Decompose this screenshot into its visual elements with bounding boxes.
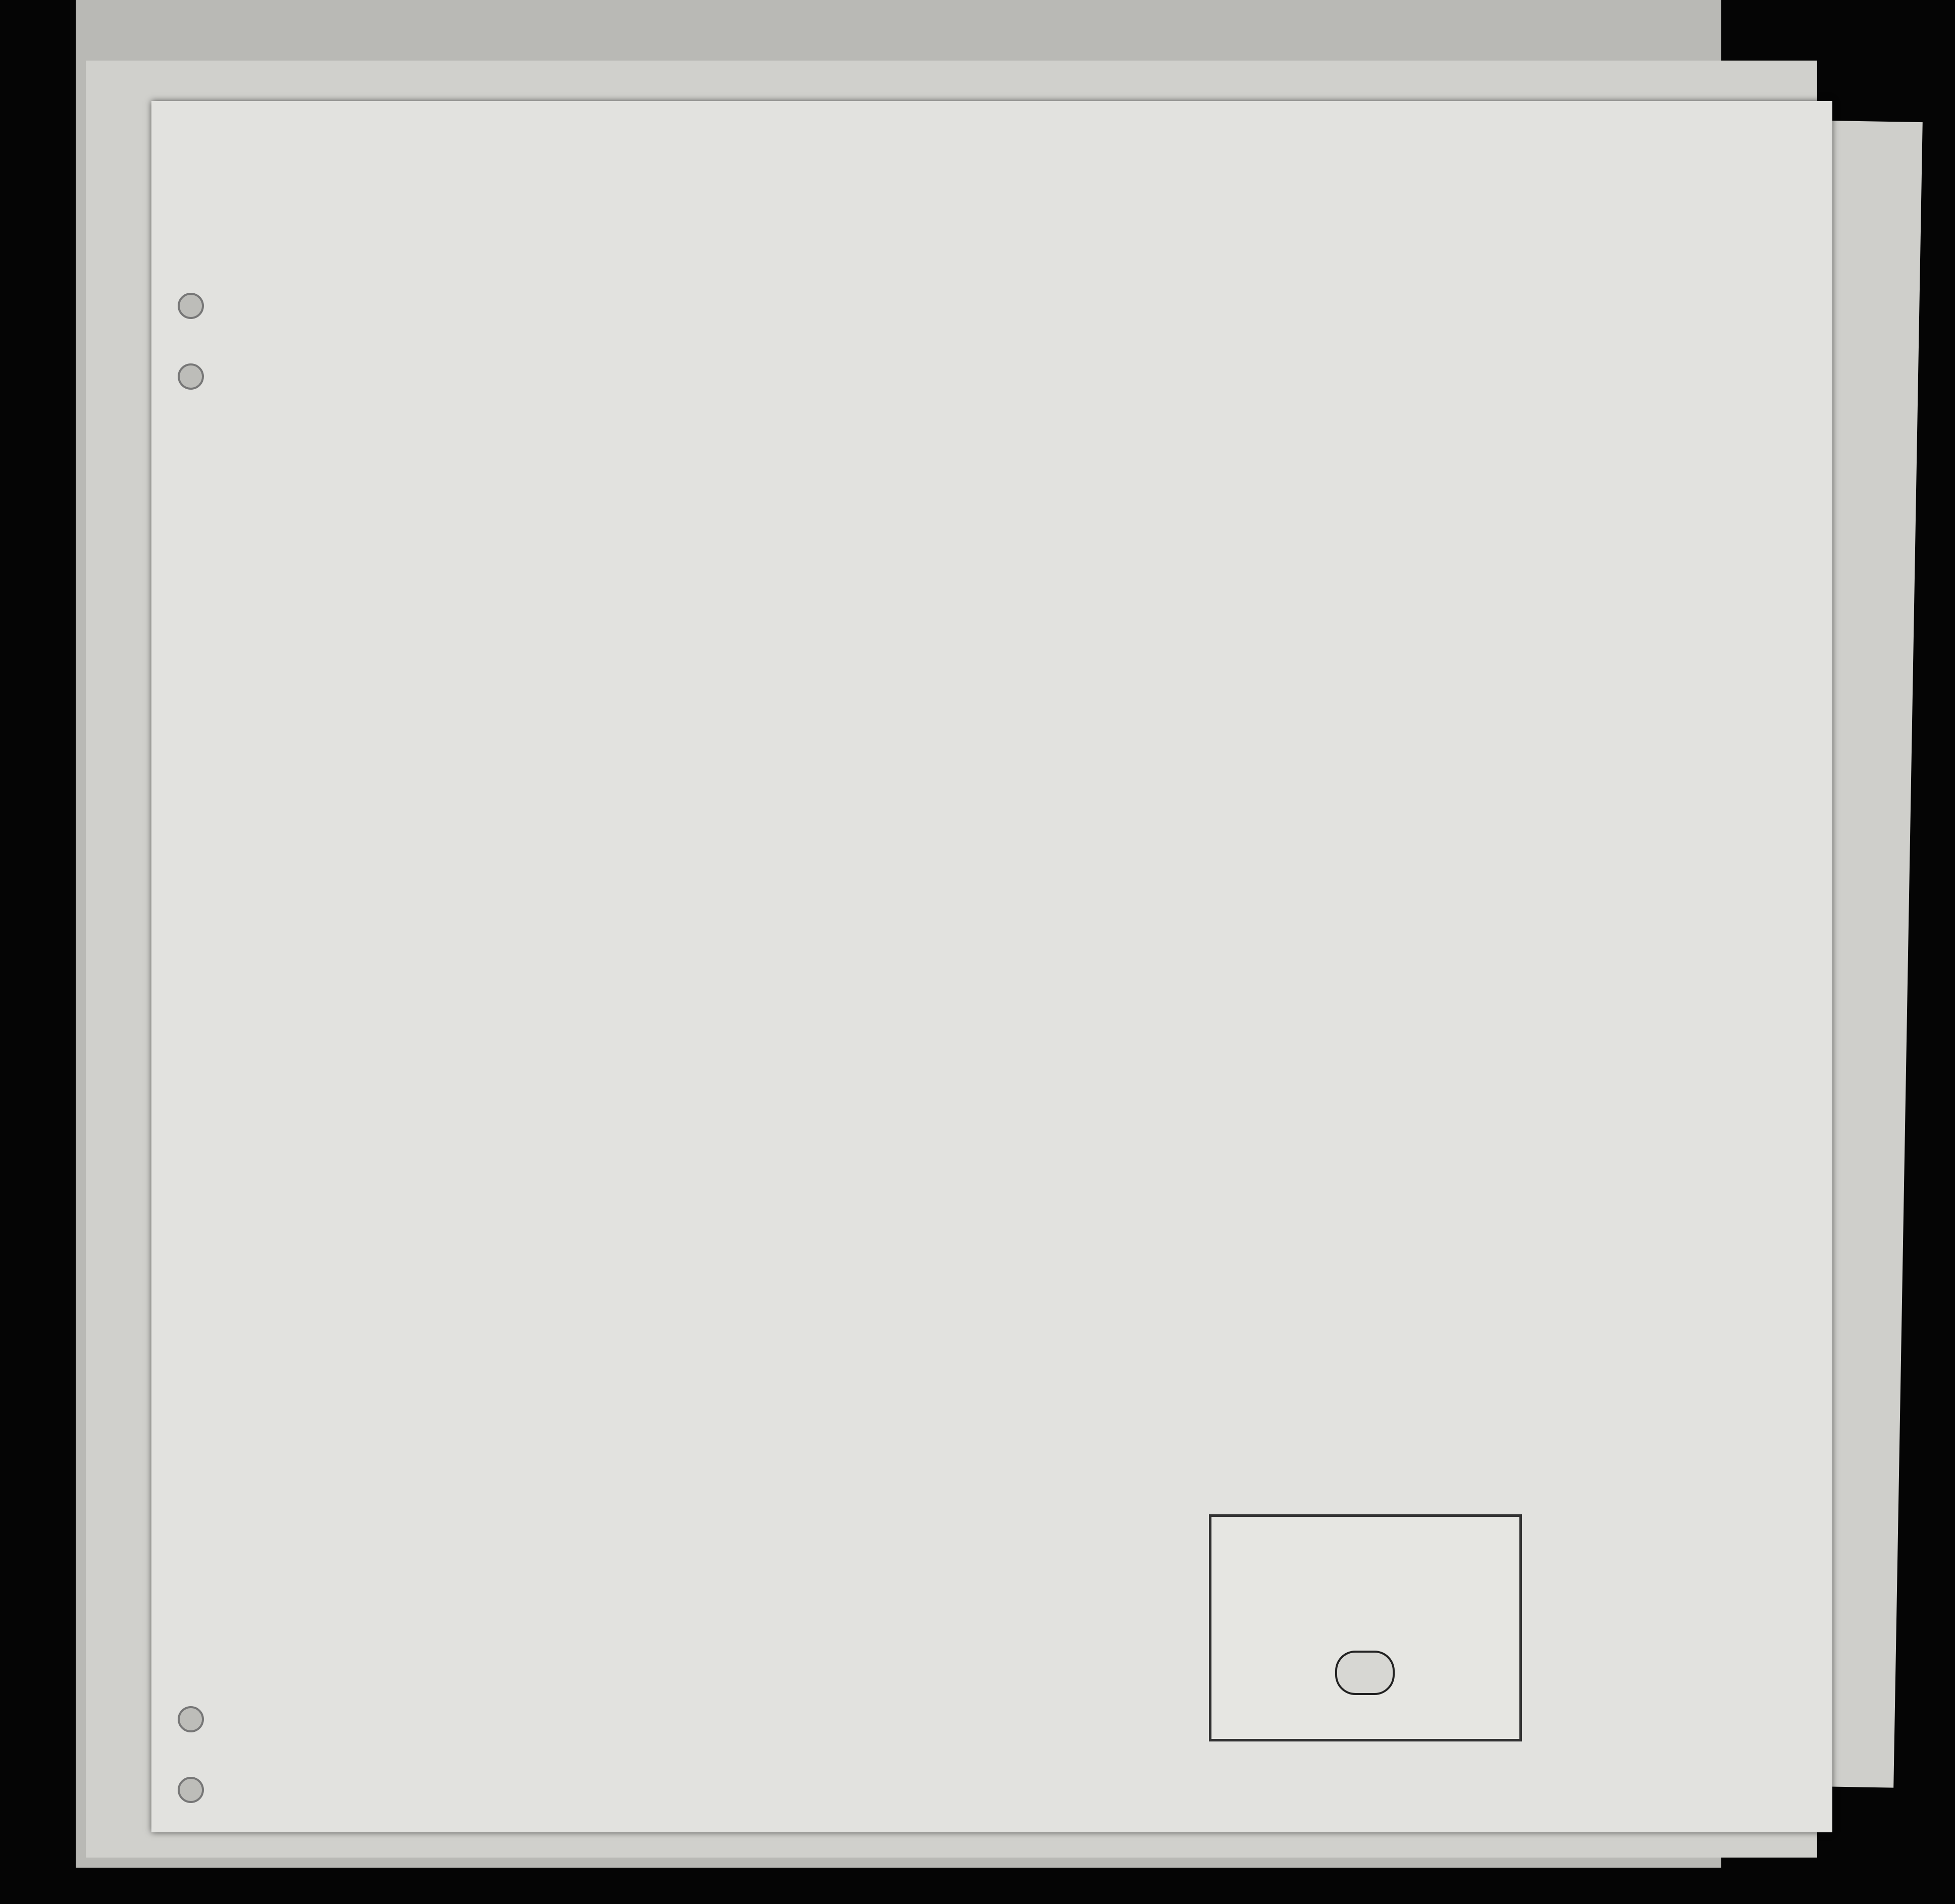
punch-hole: [178, 1706, 204, 1732]
manifest-sheet: [151, 101, 1832, 1832]
vessel-line: [293, 303, 1832, 343]
punch-hole: [178, 363, 204, 390]
consulate-stamp: [1209, 1514, 1522, 1741]
punch-hole: [178, 293, 204, 319]
punch-hole: [178, 1777, 204, 1803]
ruled-grid: [151, 101, 1832, 1832]
fee-stamp: [1335, 1651, 1395, 1695]
